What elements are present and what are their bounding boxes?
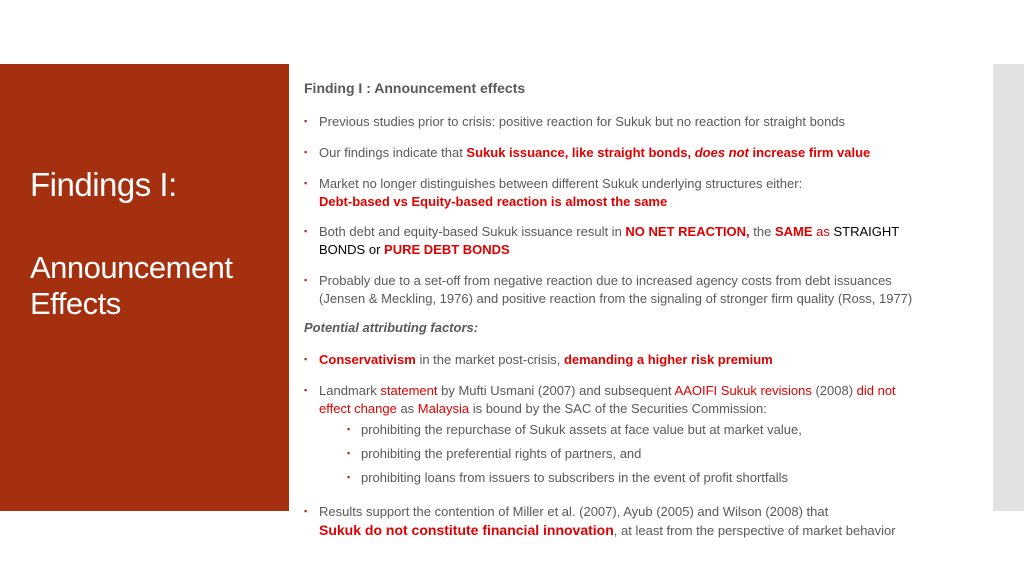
content-heading: Finding I : Announcement effects xyxy=(304,80,526,96)
bullet-icon: ▪ xyxy=(347,424,351,434)
bullet-icon: ▪ xyxy=(347,472,351,482)
bullet-icon: ▪ xyxy=(304,178,308,188)
bullet-icon: ▪ xyxy=(304,147,308,157)
factors-heading: Potential attributing factors: xyxy=(304,320,479,335)
bullet-icon: ▪ xyxy=(304,226,308,236)
slide-subtitle xyxy=(30,250,233,322)
bullet-icon: ▪ xyxy=(347,448,351,458)
right-sidebar-bar xyxy=(993,64,1024,511)
bullet-icon: ▪ xyxy=(304,116,308,126)
bullet-icon: ▪ xyxy=(304,275,308,285)
bullet-icon: ▪ xyxy=(304,506,308,516)
bullet-icon: ▪ xyxy=(304,354,308,364)
slide-subtitle-line2: Effects xyxy=(30,286,121,321)
slide-title: Findings I: xyxy=(30,166,177,203)
slide-subtitle-line1: Announcement xyxy=(30,250,233,285)
bullet-icon: ▪ xyxy=(304,385,308,395)
